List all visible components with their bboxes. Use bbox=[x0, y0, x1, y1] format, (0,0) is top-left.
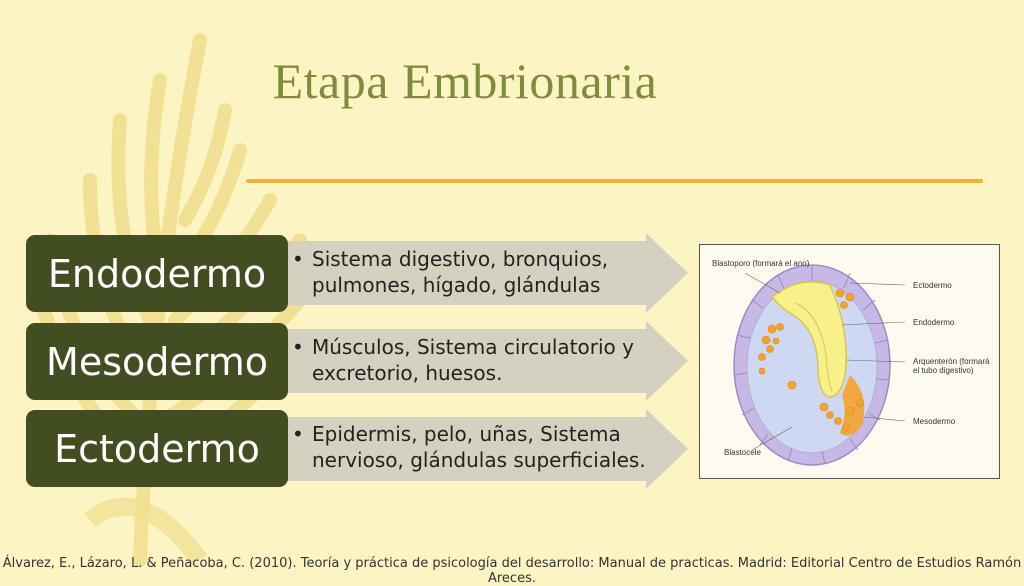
mesodermo-text: Músculos, Sistema circulatorio y excretorio, huesos. bbox=[312, 335, 634, 385]
ectodermo-label: Ectodermo bbox=[26, 410, 288, 487]
label-blastocele: Blastocele bbox=[724, 448, 761, 457]
label-endodermo: Endodermo bbox=[913, 318, 955, 327]
endodermo-text: Sistema digestivo, bronquios, pulmones, hígado, glándulas bbox=[312, 247, 609, 297]
citation: Álvarez, E., Lázaro, L. & Peñacoba, C. (2010). Teoría y práctica de psicología del desarrollo: Manual de practicas. Madrid: Editorial Centro de Estudios Ramón Areces. bbox=[2, 556, 1022, 586]
gastrula-figure bbox=[699, 244, 1000, 479]
slide-title: Etapa Embrionaria bbox=[272, 53, 658, 109]
mesodermo-label: Mesodermo bbox=[26, 323, 288, 400]
title-underline bbox=[246, 179, 983, 183]
label-blastoporo: Blastoporo (formará el ano) bbox=[712, 259, 810, 268]
ectodermo-description bbox=[292, 421, 652, 473]
ectodermo-text: Epidermis, pelo, uñas, Sistema nervioso, glándulas superficiales. bbox=[312, 422, 646, 472]
mesodermo-description bbox=[292, 334, 652, 386]
bullet: • bbox=[292, 422, 304, 446]
endodermo-label: Endodermo bbox=[26, 235, 288, 312]
label-ectodermo: Ectodermo bbox=[913, 281, 952, 290]
label-arquenteron: Arquenterón (formará el tubo digestivo) bbox=[913, 357, 990, 375]
bullet: • bbox=[292, 247, 304, 271]
bullet: • bbox=[292, 335, 304, 359]
endodermo-description bbox=[292, 246, 652, 298]
label-mesodermo: Mesodermo bbox=[913, 417, 956, 426]
